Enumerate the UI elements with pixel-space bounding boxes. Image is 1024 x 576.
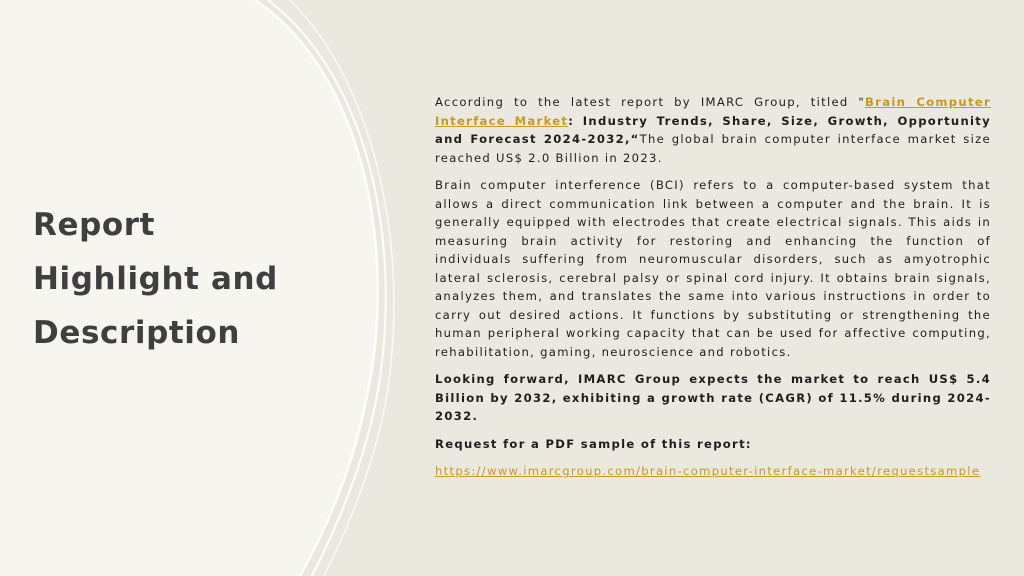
- request-label: Request for a PDF sample of this report:: [435, 436, 752, 451]
- intro-prefix: According to the latest report by IMARC Group, titled ": [435, 95, 866, 109]
- report-subtitle: : Industry Trends, Share, Size, Growth, Opportunity and Forecast 2024-2032,: [435, 113, 992, 146]
- intro-suffix: The global brain computer interface market size reached US$ 2.0 Billion in 2023.: [435, 132, 991, 165]
- description-text: [435, 93, 991, 490]
- title-line-2: Highlight and: [33, 261, 278, 297]
- title-line-3: Description: [33, 315, 241, 351]
- report-title-link[interactable]: Brain Computer Interface Market: [435, 95, 991, 128]
- request-sample-link[interactable]: https://www.imarcgroup.com/brain-computer-interface-market/requestsample: [435, 464, 981, 478]
- title-line-1: Report: [33, 207, 156, 243]
- description-paragraph: Brain computer interference (BCI) refers to a computer-based system that allows a direct communication link between a computer and the brain. It is generally equipped with electrodes that create electrical signals. This aids in measuring brain activity for restoring and enhancing the function of individuals suffering from neuromuscular disorders, such as amyotrophic lateral sclerosis, cerebral palsy or spinal cord injury. It obtains brain signals, analyzes them, and translates the same into various instructions in order to carry out desired actions. It functions by substituting or strengthening the human peripheral working capacity that can be used for affective computing, rehabilitation, gaming, neuroscience and robotics.: [435, 178, 991, 359]
- slide-title: [33, 198, 353, 360]
- request-url-paragraph: [435, 462, 991, 481]
- forecast-paragraph: Looking forward, IMARC Group expects the market to reach US$ 5.4 Billion by 2032, exhibiting a growth rate (CAGR) of 11.5% during 2024-2032.: [435, 372, 991, 423]
- quote-mark: “: [630, 132, 640, 146]
- intro-paragraph: [435, 93, 991, 167]
